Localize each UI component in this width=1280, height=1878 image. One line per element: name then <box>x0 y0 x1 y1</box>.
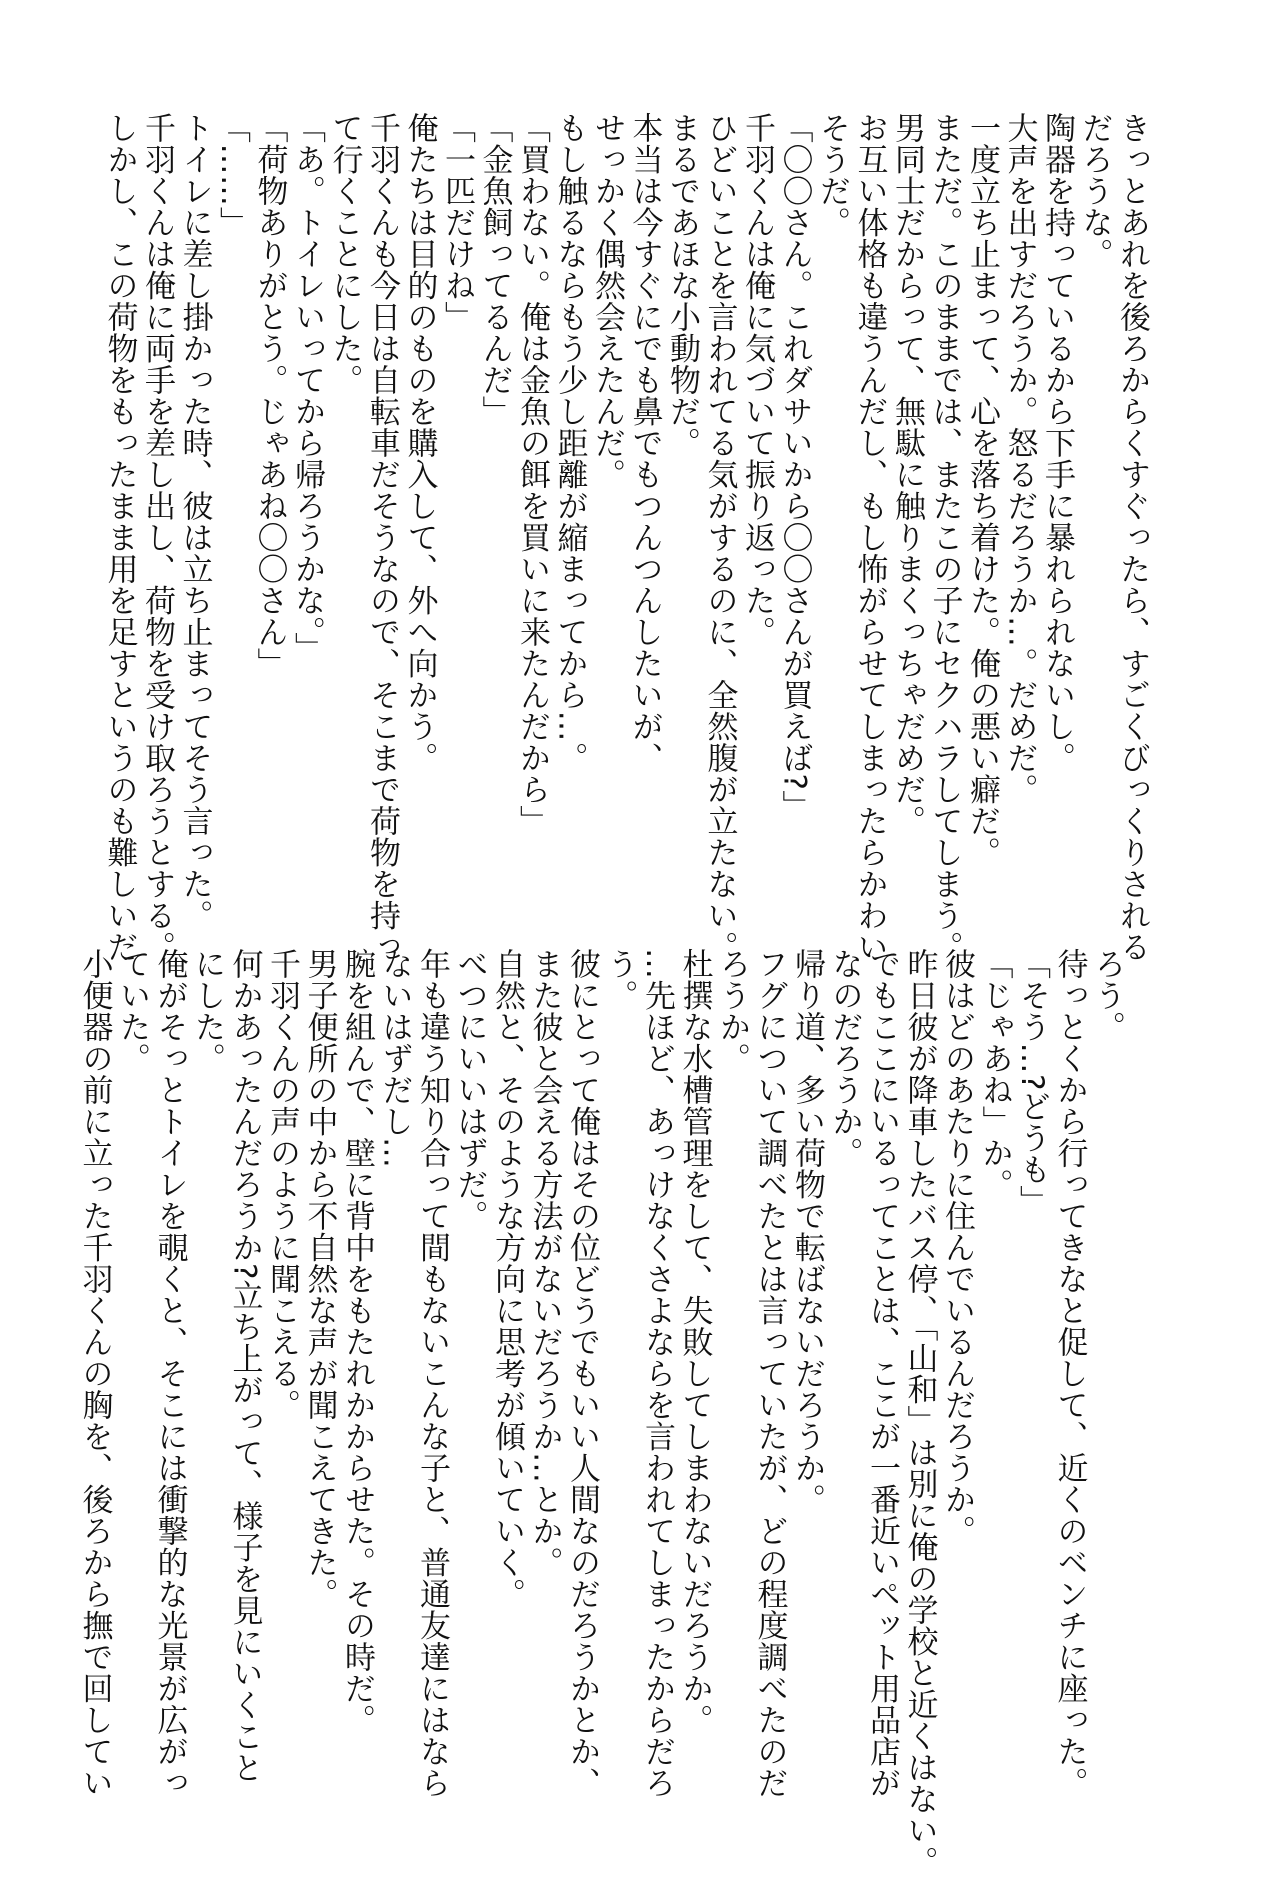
text-line: 「一匹だけね」 <box>439 112 475 333</box>
text-line: 千羽くんも今日は自転車だそうなので、そこまで荷物を持っ <box>364 112 400 963</box>
text-line: きっとあれを後ろからくすぐったら、すごくびっくりされる <box>1114 112 1150 963</box>
text-line: ていた。 <box>114 948 150 1074</box>
text-line: まただ。このままでは、またこの子にセクハラしてしまう。 <box>926 112 963 963</box>
text-line: 昨日彼が降車したバス停、「山和」は別に俺の学校と近くはない。 <box>901 948 938 1878</box>
text-line: 彼にとって俺はその位どうでもいい人間なのだろうかとか、 <box>564 948 600 1799</box>
text-line: フグについて調べたとは言っていたが、どの程度調べたのだ <box>751 948 788 1799</box>
text-line: う。 <box>601 948 638 1011</box>
text-line: 「そう…?どうも」 <box>1014 948 1050 1217</box>
text-line: ひどいことを言われてる気がするのに、全然腹が立たない。 <box>701 112 738 963</box>
text-line: 小便器の前に立った千羽くんの胸を、後ろから撫で回してい <box>76 948 113 1799</box>
text-line: 千羽くんは俺に気づいて振り返った。 <box>739 112 775 648</box>
text-line: ないはずだし… <box>376 948 413 1169</box>
text-line: しかし、この荷物をもったまま用を足すというのも難しいだ <box>101 112 138 963</box>
text-line: 年も違う知り合って間もないこんな子と、普通友達にはなら <box>414 948 450 1799</box>
text-line: なのだろうか。 <box>826 948 863 1169</box>
text-line: 「〇〇さん。これダサいから〇〇さんが買えば?」 <box>776 112 813 822</box>
text-line: て行くことにした。 <box>326 112 363 396</box>
text-line: 「買わない。俺は金魚の餌を買いに来たんだから」 <box>514 112 550 837</box>
text-line: 千羽くんの声のように聞こえる。 <box>264 948 300 1421</box>
text-line: お互い体格も違うんだし、もし怖がらせてしまったらかわい <box>851 112 888 963</box>
text-line: 「じゃあね」か。 <box>976 948 1013 1200</box>
text-line: また彼と会える方法がないだろうか…とか。 <box>526 948 563 1578</box>
text-line: 何かあったんだろうか?立ち上がって、様子を見にいくこと <box>226 948 263 1784</box>
text-line: にした。 <box>189 948 225 1074</box>
text-line: でもここにいるってことは、ここが一番近いペット用品店が <box>864 948 900 1799</box>
text-line: 「あ。トイレいってから帰ろうかな。」 <box>289 112 325 664</box>
text-line: そうだ。 <box>814 112 850 238</box>
text-line: 待っとくから行ってきなと促して、近くのベンチに座った。 <box>1051 948 1088 1799</box>
text-line: もし触るならもう少し距離が縮まってから…。 <box>551 112 588 774</box>
text-line: 「荷物ありがとう。じゃあね〇〇さん」 <box>251 112 288 679</box>
text-line: まるであほな小動物だ。 <box>664 112 700 459</box>
text-line: 本当は今すぐにでも鼻でもつんつんしたいが、 <box>626 112 663 774</box>
text-line: 杜撰な水槽管理をして、失敗してしまわないだろうか。 <box>676 948 713 1736</box>
text-line: 男子便所の中から不自然な声が聞こえてきた。 <box>301 948 338 1610</box>
text-line: 俺たちは目的のものを購入して、外へ向かう。 <box>401 112 438 774</box>
text-line: べつにいいはずだ。 <box>451 948 488 1232</box>
text-line: 「……」 <box>214 112 250 238</box>
text-line: 俺がそっとトイレを覗くと、そこには衝撃的な光景が広がっ <box>151 948 188 1799</box>
text-line: トイレに差し掛かった時、彼は立ち止まってそう言った。 <box>176 112 213 931</box>
text-block-top <box>100 112 1150 963</box>
text-line: 大声を出すだろうか。怒るだろうか…。だめだ。 <box>1001 112 1038 805</box>
text-line: 男同士だからって、無駄に触りまくっちゃだめだ。 <box>889 112 925 837</box>
text-line: 「金魚飼ってるんだ」 <box>476 112 513 427</box>
text-line: …先ほど、あっけなくさよならを言われてしまったからだろ <box>639 948 675 1799</box>
text-line: 千羽くんは俺に両手を差し出し、荷物を受け取ろうとする。 <box>139 112 175 963</box>
text-block-bottom <box>75 948 1125 1878</box>
text-line: ろうか。 <box>714 948 750 1074</box>
text-line: ろう。 <box>1089 948 1125 1043</box>
text-line: せっかく偶然会えたんだ。 <box>589 112 625 490</box>
text-line: 腕を組んで、壁に背中をもたれかからせた。その時だ。 <box>339 948 375 1736</box>
text-line: 帰り道、多い荷物で転ばないだろうか。 <box>789 948 825 1515</box>
text-line: 自然と、そのような方向に思考が傾いていく。 <box>489 948 525 1610</box>
text-line: だろうな。 <box>1076 112 1113 270</box>
text-line: 陶器を持っているから下手に暴れられないし。 <box>1039 112 1075 774</box>
text-line: 一度立ち止まって、心を落ち着けた。俺の悪い癖だ。 <box>964 112 1000 868</box>
text-line: 彼はどのあたりに住んでいるんだろうか。 <box>939 948 975 1547</box>
